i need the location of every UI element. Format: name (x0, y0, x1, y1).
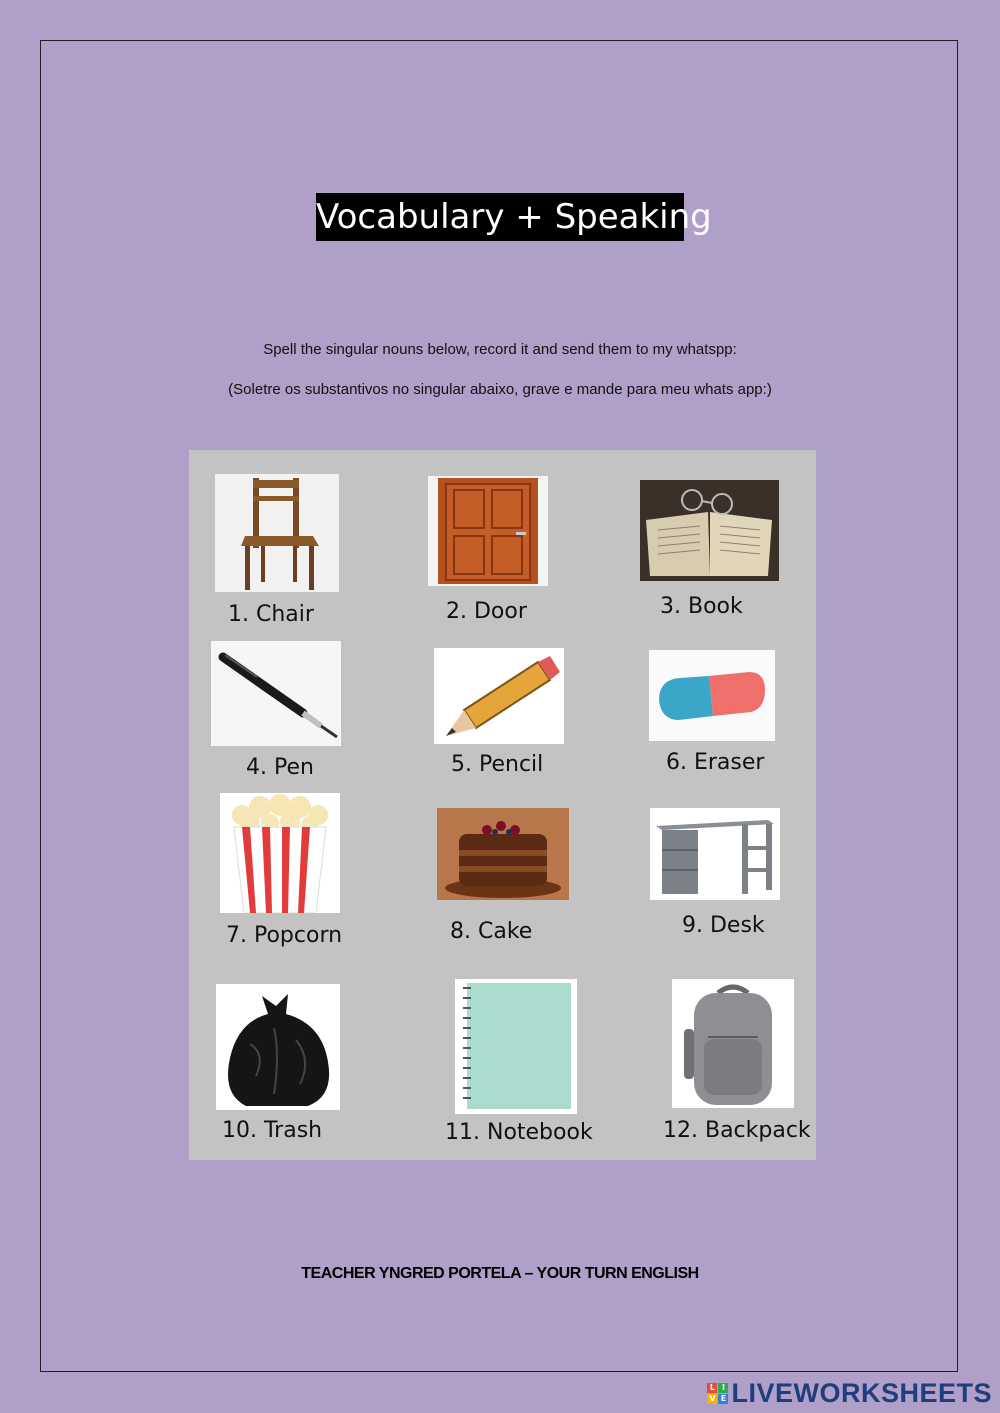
item-label-cake: 8. Cake (450, 919, 533, 944)
cake-image (437, 808, 569, 900)
vocabulary-grid (189, 450, 816, 1160)
item-label-pen: 4. Pen (246, 755, 314, 780)
notebook-image (455, 979, 577, 1114)
book-image (640, 480, 779, 581)
instruction-english: Spell the singular nouns below, record it and send them to my whatspp: (263, 341, 737, 358)
instruction-portuguese: (Soletre os substantivos no singular abaixo, grave e mande para meu whats app:) (228, 381, 772, 398)
liveworksheets-logo-icon: L I V E (707, 1383, 728, 1404)
popcorn-image (220, 793, 340, 913)
teacher-credit: TEACHER YNGRED PORTELA – YOUR TURN ENGLISH (301, 1265, 699, 1282)
trash-bag-image (216, 984, 340, 1110)
item-label-chair: 1. Chair (228, 602, 314, 627)
chair-image (215, 474, 339, 592)
eraser-image (649, 650, 775, 741)
liveworksheets-wordmark: LIVEWORKSHEETS (731, 1378, 992, 1408)
item-label-book: 3. Book (660, 594, 743, 619)
page-title: Vocabulary + Speaking (316, 193, 684, 241)
item-label-trash: 10. Trash (222, 1118, 323, 1143)
item-label-desk: 9. Desk (682, 913, 765, 938)
item-label-backpack: 12. Backpack (663, 1118, 811, 1143)
pencil-image (434, 648, 564, 744)
liveworksheets-logo[interactable] (707, 1378, 992, 1409)
item-label-pencil: 5. Pencil (451, 752, 544, 777)
item-label-notebook: 11. Notebook (445, 1120, 593, 1145)
item-label-popcorn: 7. Popcorn (226, 923, 343, 948)
pen-image (211, 641, 341, 746)
backpack-image (672, 979, 794, 1108)
desk-image (650, 808, 780, 900)
door-image (428, 476, 548, 586)
item-label-eraser: 6. Eraser (666, 750, 765, 775)
item-label-door: 2. Door (446, 599, 527, 624)
